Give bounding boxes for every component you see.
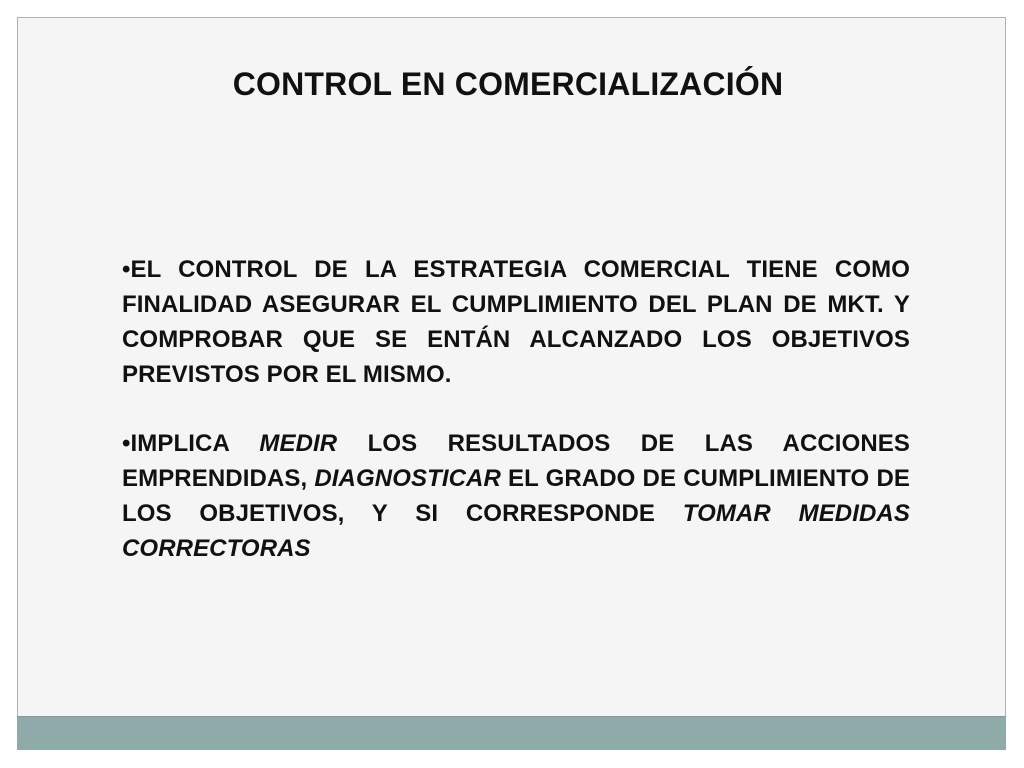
emphasis-diagnosticar: DIAGNOSTICAR xyxy=(314,465,501,492)
footer-bar xyxy=(17,716,1006,750)
bullet-2-text-c: EL GRADO DE CUMPLIMIENTO DE LOS OBJETIVOS, Y SI CORRESPONDE xyxy=(122,465,910,527)
bullet-marker: • xyxy=(122,256,131,283)
bullet-1-text: EL CONTROL DE LA ESTRATEGIA COMERCIAL TIENE COMO FINALIDAD ASEGURAR EL CUMPLIMIENTO DEL PLAN DE MKT. Y COMPROBAR QUE SE ENTÁN ALCANZADO LOS OBJETIVOS PREVISTOS POR EL MISMO. xyxy=(122,256,910,388)
bullet-2-text-b: LOS RESULTADOS DE LAS ACCIONES EMPRENDIDAS, xyxy=(122,430,910,492)
emphasis-medir: MEDIR xyxy=(259,430,338,457)
slide-title xyxy=(0,66,1024,103)
slide-title-text: CONTROL EN COMERCIALIZACIÓN xyxy=(232,66,784,102)
emphasis-tomar-medidas: TOMAR MEDIDAS CORRECTORAS xyxy=(122,500,910,562)
bullet-2-text-a: IMPLICA xyxy=(130,430,260,457)
slide-body xyxy=(122,252,910,600)
bullet-marker: • xyxy=(122,430,131,457)
bullet-paragraph-1 xyxy=(122,252,910,392)
bullet-paragraph-2 xyxy=(122,426,910,566)
